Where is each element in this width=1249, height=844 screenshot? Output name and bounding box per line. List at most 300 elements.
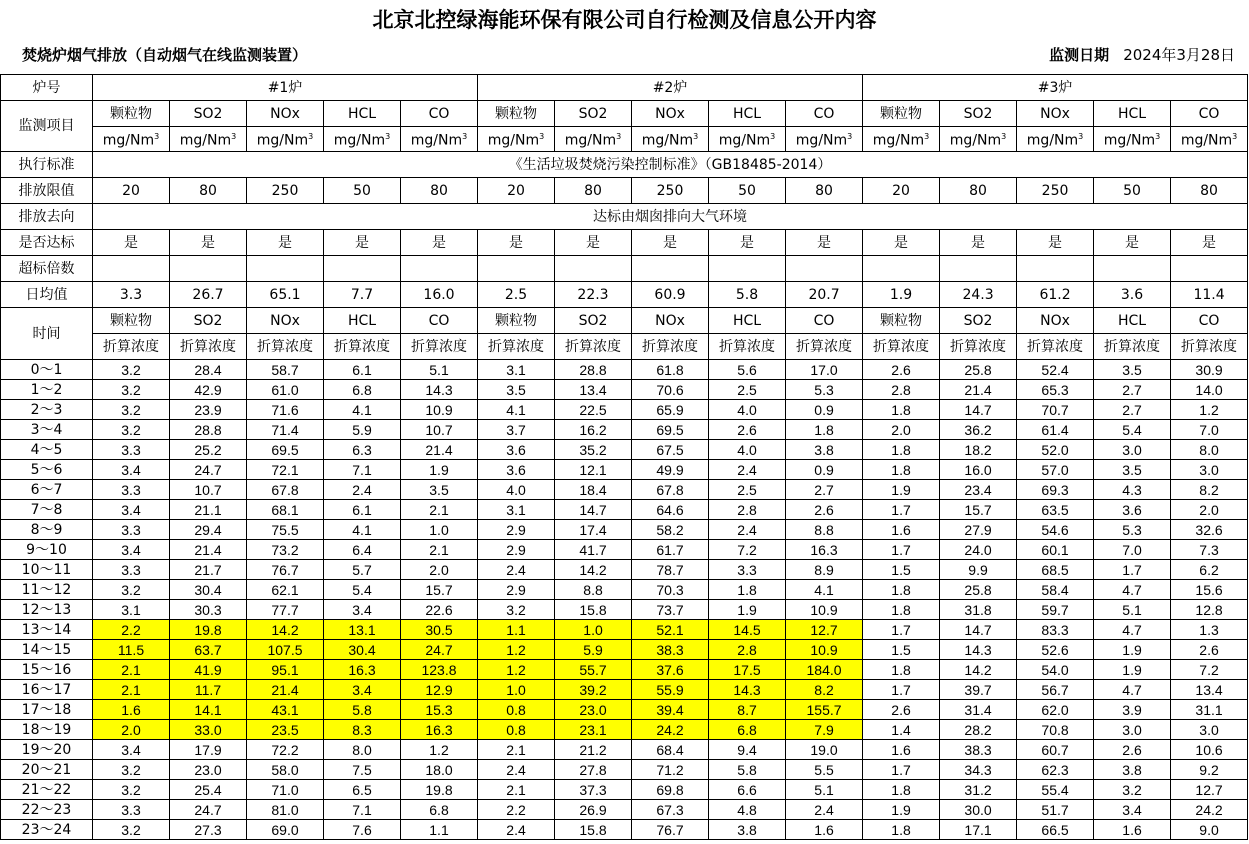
hour-value: 30.4 [170,580,247,600]
unit-superscript: 3 [154,132,160,142]
hour-value: 6.8 [709,720,786,740]
hour-value: 3.4 [1094,800,1171,820]
unit-cell [786,127,863,152]
hour-value: 3.3 [709,560,786,580]
hour-value: 2.5 [709,380,786,400]
hour-label: 12～13 [1,600,93,620]
unit-superscript: 3 [539,132,545,142]
hour-value: 33.0 [170,720,247,740]
hour-value: 27.3 [170,820,247,840]
hour-value: 2.0 [401,560,478,580]
hour-value: 15.8 [555,600,632,620]
hour-value: 2.1 [478,780,555,800]
compliance-value: 是 [1171,230,1248,256]
hour-value: 2.4 [478,820,555,840]
pollutant-header: 颗粒物 [93,308,170,334]
hour-value: 2.1 [93,660,170,680]
hour-value: 51.7 [1017,800,1094,820]
exceed-value [863,256,940,282]
hour-value: 69.8 [632,780,709,800]
hour-value: 1.2 [1171,400,1248,420]
hour-value: 30.0 [940,800,1017,820]
hour-value: 14.7 [555,500,632,520]
hour-value: 71.4 [247,420,324,440]
table-row [1,660,1248,680]
hour-value: 1.8 [863,460,940,480]
hour-label: 9～10 [1,540,93,560]
hour-value: 107.5 [247,640,324,660]
table-row [1,620,1248,640]
hour-label: 22～23 [1,800,93,820]
furnace-header: #1炉 [93,75,478,101]
hour-value: 13.4 [555,380,632,400]
pollutant-header: HCL [324,308,401,334]
hour-value: 4.0 [478,480,555,500]
hour-value: 31.4 [940,700,1017,720]
hour-value: 1.9 [401,460,478,480]
daily-value: 3.3 [93,282,170,308]
pollutant-header: 颗粒物 [863,101,940,127]
hour-value: 2.6 [1094,740,1171,760]
unit-text: mg/Nm [179,132,232,149]
compliance-value: 是 [324,230,401,256]
hour-value: 5.9 [555,640,632,660]
hour-value: 10.9 [786,640,863,660]
hour-value: 39.7 [940,680,1017,700]
hour-value: 12.1 [555,460,632,480]
unit-text: mg/Nm [949,132,1002,149]
unit-cell [709,127,786,152]
hour-value: 70.7 [1017,400,1094,420]
hour-value: 1.6 [863,520,940,540]
hour-value: 7.2 [1171,660,1248,680]
unit-superscript: 3 [1078,132,1084,142]
exceed-value [632,256,709,282]
unit-text: mg/Nm [333,132,386,149]
limit-value: 80 [786,178,863,204]
exceed-value [1094,256,1171,282]
hour-value: 7.2 [709,540,786,560]
hour-value: 6.1 [324,360,401,380]
hour-label: 23～24 [1,820,93,840]
hour-label: 3～4 [1,420,93,440]
limit-value: 80 [401,178,478,204]
hour-value: 77.7 [247,600,324,620]
hour-value: 2.7 [1094,380,1171,400]
hour-value: 28.4 [170,360,247,380]
hour-value: 42.9 [170,380,247,400]
hour-value: 1.6 [786,820,863,840]
table-row [1,740,1248,760]
hour-value: 1.0 [401,520,478,540]
hour-value: 0.9 [786,400,863,420]
hour-value: 61.8 [632,360,709,380]
hour-value: 69.5 [632,420,709,440]
hour-value: 3.8 [786,440,863,460]
limit-value: 80 [555,178,632,204]
unit-cell [1094,127,1171,152]
hour-value: 34.3 [940,760,1017,780]
hour-value: 3.4 [324,680,401,700]
hour-value: 3.5 [401,480,478,500]
compliance-value: 是 [401,230,478,256]
hour-value: 61.4 [1017,420,1094,440]
hour-value: 1.2 [401,740,478,760]
limit-label: 排放限值 [1,178,93,204]
hour-value: 4.1 [786,580,863,600]
unit-cell [170,127,247,152]
hour-value: 6.1 [324,500,401,520]
date-label: 监测日期 [1049,46,1110,64]
hour-value: 10.6 [1171,740,1248,760]
hour-value: 1.2 [478,660,555,680]
hour-value: 3.2 [93,780,170,800]
hour-label: 4～5 [1,440,93,460]
concentration-label: 折算浓度 [478,334,555,360]
unit-superscript: 3 [1001,132,1007,142]
hour-value: 3.1 [93,600,170,620]
table-row [1,780,1248,800]
hour-value: 3.4 [93,740,170,760]
hour-value: 38.3 [632,640,709,660]
table-row [1,760,1248,780]
hour-value: 3.2 [93,400,170,420]
hour-value: 6.5 [324,780,401,800]
hour-value: 3.1 [478,360,555,380]
hour-value: 2.8 [709,500,786,520]
hour-value: 54.6 [1017,520,1094,540]
concentration-label: 折算浓度 [247,334,324,360]
hour-value: 24.2 [1171,800,1248,820]
hour-value: 8.8 [555,580,632,600]
hour-value: 4.0 [709,400,786,420]
hour-value: 57.0 [1017,460,1094,480]
concentration-label: 折算浓度 [1171,334,1248,360]
hour-value: 5.4 [1094,420,1171,440]
hour-value: 25.4 [170,780,247,800]
hour-value: 1.1 [478,620,555,640]
hour-value: 1.1 [401,820,478,840]
hour-value: 2.6 [863,700,940,720]
hour-value: 1.0 [478,680,555,700]
hour-value: 1.8 [863,580,940,600]
hour-value: 12.9 [401,680,478,700]
hour-value: 63.5 [1017,500,1094,520]
unit-text: mg/Nm [564,132,617,149]
pollutant-header: SO2 [555,308,632,334]
hour-value: 1.2 [478,640,555,660]
unit-cell [863,127,940,152]
hour-value: 2.2 [478,800,555,820]
daily-value: 60.9 [632,282,709,308]
hour-value: 8.8 [786,520,863,540]
hour-value: 25.8 [940,360,1017,380]
hour-value: 65.3 [1017,380,1094,400]
daily-value: 3.6 [1094,282,1171,308]
hour-label: 10～11 [1,560,93,580]
limit-value: 20 [478,178,555,204]
hour-value: 25.2 [170,440,247,460]
unit-cell [247,127,324,152]
hour-value: 5.8 [324,700,401,720]
pollutant-header: SO2 [940,101,1017,127]
hour-value: 3.2 [93,360,170,380]
daily-value: 11.4 [1171,282,1248,308]
hour-value: 4.8 [709,800,786,820]
hour-value: 1.8 [863,400,940,420]
hour-value: 56.7 [1017,680,1094,700]
limit-value: 20 [93,178,170,204]
exceed-value [555,256,632,282]
hour-value: 16.3 [401,720,478,740]
hour-value: 19.8 [401,780,478,800]
hour-value: 71.0 [247,780,324,800]
limit-value: 50 [709,178,786,204]
hour-value: 75.5 [247,520,324,540]
hour-value: 18.4 [555,480,632,500]
hour-value: 55.4 [1017,780,1094,800]
hour-value: 3.2 [93,420,170,440]
hour-value: 28.8 [555,360,632,380]
unit-superscript: 3 [385,132,391,142]
hour-value: 70.3 [632,580,709,600]
daily-label: 日均值 [1,282,93,308]
hour-value: 4.0 [709,440,786,460]
hour-value: 15.3 [401,700,478,720]
concentration-label: 折算浓度 [786,334,863,360]
hour-value: 54.0 [1017,660,1094,680]
hour-value: 15.6 [1171,580,1248,600]
hour-label: 2～3 [1,400,93,420]
hour-value: 30.9 [1171,360,1248,380]
limit-value: 80 [940,178,1017,204]
compliance-value: 是 [863,230,940,256]
hour-value: 3.8 [709,820,786,840]
hour-value: 1.7 [863,760,940,780]
hour-value: 3.2 [93,760,170,780]
hour-value: 69.5 [247,440,324,460]
hour-value: 1.0 [555,620,632,640]
hour-value: 3.2 [478,600,555,620]
unit-text: mg/Nm [256,132,309,149]
pollutant-header: CO [401,308,478,334]
hour-value: 26.9 [555,800,632,820]
hour-value: 55.9 [632,680,709,700]
hour-value: 27.9 [940,520,1017,540]
hour-value: 7.1 [324,460,401,480]
hour-value: 9.0 [1171,820,1248,840]
hour-value: 8.0 [1171,440,1248,460]
unit-superscript: 3 [693,132,699,142]
hour-value: 68.4 [632,740,709,760]
hour-value: 23.0 [555,700,632,720]
table-subtitle: 焚烧炉烟气排放（自动烟气在线监测装置） [22,46,308,64]
unit-superscript: 3 [308,132,314,142]
hour-value: 3.2 [1094,780,1171,800]
daily-value: 16.0 [401,282,478,308]
hour-label: 21～22 [1,780,93,800]
hour-value: 29.4 [170,520,247,540]
hour-value: 1.4 [863,720,940,740]
hour-value: 19.0 [786,740,863,760]
standard-text: 《生活垃圾焚烧污染控制标准》（GB18485-2014） [93,152,1248,178]
hour-value: 4.1 [324,400,401,420]
hour-value: 24.7 [401,640,478,660]
compliance-value: 是 [478,230,555,256]
table-row [1,360,1248,380]
hour-value: 61.7 [632,540,709,560]
table-row [1,560,1248,580]
hour-value: 24.2 [632,720,709,740]
hour-value: 3.3 [93,560,170,580]
hour-value: 4.7 [1094,680,1171,700]
pollutant-header: SO2 [940,308,1017,334]
hour-value: 36.2 [940,420,1017,440]
unit-superscript: 3 [924,132,930,142]
hour-value: 14.7 [940,400,1017,420]
hour-value: 28.8 [170,420,247,440]
hour-value: 62.1 [247,580,324,600]
hour-value: 1.7 [863,680,940,700]
daily-value: 22.3 [555,282,632,308]
hour-value: 73.7 [632,600,709,620]
hour-value: 2.4 [324,480,401,500]
unit-text: mg/Nm [1103,132,1156,149]
unit-cell [93,127,170,152]
hour-value: 8.3 [324,720,401,740]
hour-value: 155.7 [786,700,863,720]
table-row [1,800,1248,820]
compliance-value: 是 [786,230,863,256]
hour-value: 23.5 [247,720,324,740]
hour-value: 21.4 [940,380,1017,400]
hour-value: 12.7 [1171,780,1248,800]
hour-value: 35.2 [555,440,632,460]
hour-value: 0.9 [786,460,863,480]
hour-value: 184.0 [786,660,863,680]
hour-label: 15～16 [1,660,93,680]
hour-value: 78.7 [632,560,709,580]
hour-value: 37.6 [632,660,709,680]
hour-value: 68.1 [247,500,324,520]
hour-value: 3.3 [93,480,170,500]
hour-value: 7.6 [324,820,401,840]
hour-value: 3.5 [1094,460,1171,480]
pollutant-header: CO [786,101,863,127]
hour-label: 14～15 [1,640,93,660]
daily-value: 7.7 [324,282,401,308]
concentration-label: 折算浓度 [555,334,632,360]
limit-value: 250 [632,178,709,204]
hour-value: 1.6 [93,700,170,720]
hour-value: 13.1 [324,620,401,640]
compliance-value: 是 [555,230,632,256]
hour-value: 0.8 [478,720,555,740]
hour-value: 2.0 [863,420,940,440]
hour-value: 16.3 [324,660,401,680]
unit-text: mg/Nm [410,132,463,149]
hour-value: 12.7 [786,620,863,640]
table-row [1,700,1248,720]
hour-value: 16.0 [940,460,1017,480]
hour-value: 7.3 [1171,540,1248,560]
hour-value: 55.7 [555,660,632,680]
hour-value: 3.5 [478,380,555,400]
hour-value: 11.7 [170,680,247,700]
hour-value: 3.3 [93,440,170,460]
hour-value: 23.0 [170,760,247,780]
hour-value: 30.3 [170,600,247,620]
hour-value: 6.3 [324,440,401,460]
hour-value: 24.0 [940,540,1017,560]
hour-value: 95.1 [247,660,324,680]
hour-value: 6.4 [324,540,401,560]
hour-value: 3.6 [1094,500,1171,520]
hour-value: 4.7 [1094,620,1171,640]
hour-value: 14.2 [940,660,1017,680]
hour-value: 21.4 [170,540,247,560]
hour-value: 1.9 [1094,660,1171,680]
hour-value: 3.8 [1094,760,1171,780]
table-row [1,580,1248,600]
unit-text: mg/Nm [1026,132,1079,149]
exceed-value [1171,256,1248,282]
hour-value: 2.6 [786,500,863,520]
concentration-label: 折算浓度 [1094,334,1171,360]
hour-value: 2.9 [478,540,555,560]
hour-value: 14.5 [709,620,786,640]
concentration-label: 折算浓度 [863,334,940,360]
hour-value: 17.1 [940,820,1017,840]
unit-cell [632,127,709,152]
hour-value: 1.5 [863,560,940,580]
hour-value: 5.3 [1094,520,1171,540]
unit-cell [1017,127,1094,152]
hour-value: 3.6 [478,440,555,460]
hour-value: 73.2 [247,540,324,560]
hour-label: 7～8 [1,500,93,520]
hour-value: 2.4 [709,460,786,480]
hour-value: 2.9 [478,580,555,600]
pollutant-header: 颗粒物 [478,101,555,127]
furnace-header: #2炉 [478,75,863,101]
hour-value: 4.7 [1094,580,1171,600]
hour-value: 2.6 [863,360,940,380]
unit-superscript: 3 [1232,132,1238,142]
hour-value: 18.0 [401,760,478,780]
hour-value: 11.5 [93,640,170,660]
unit-cell [555,127,632,152]
limit-value: 250 [1017,178,1094,204]
hour-value: 21.4 [401,440,478,460]
hour-value: 62.3 [1017,760,1094,780]
hour-value: 14.3 [401,380,478,400]
hour-value: 17.0 [786,360,863,380]
limit-value: 250 [247,178,324,204]
hour-label: 1～2 [1,380,93,400]
table-row [1,500,1248,520]
table-row [1,720,1248,740]
hour-value: 58.2 [632,520,709,540]
hour-value: 24.7 [170,800,247,820]
unit-text: mg/Nm [718,132,771,149]
hour-value: 2.1 [93,680,170,700]
hour-value: 67.5 [632,440,709,460]
hour-value: 31.8 [940,600,1017,620]
unit-text: mg/Nm [641,132,694,149]
hour-value: 3.1 [478,500,555,520]
hour-value: 2.7 [786,480,863,500]
